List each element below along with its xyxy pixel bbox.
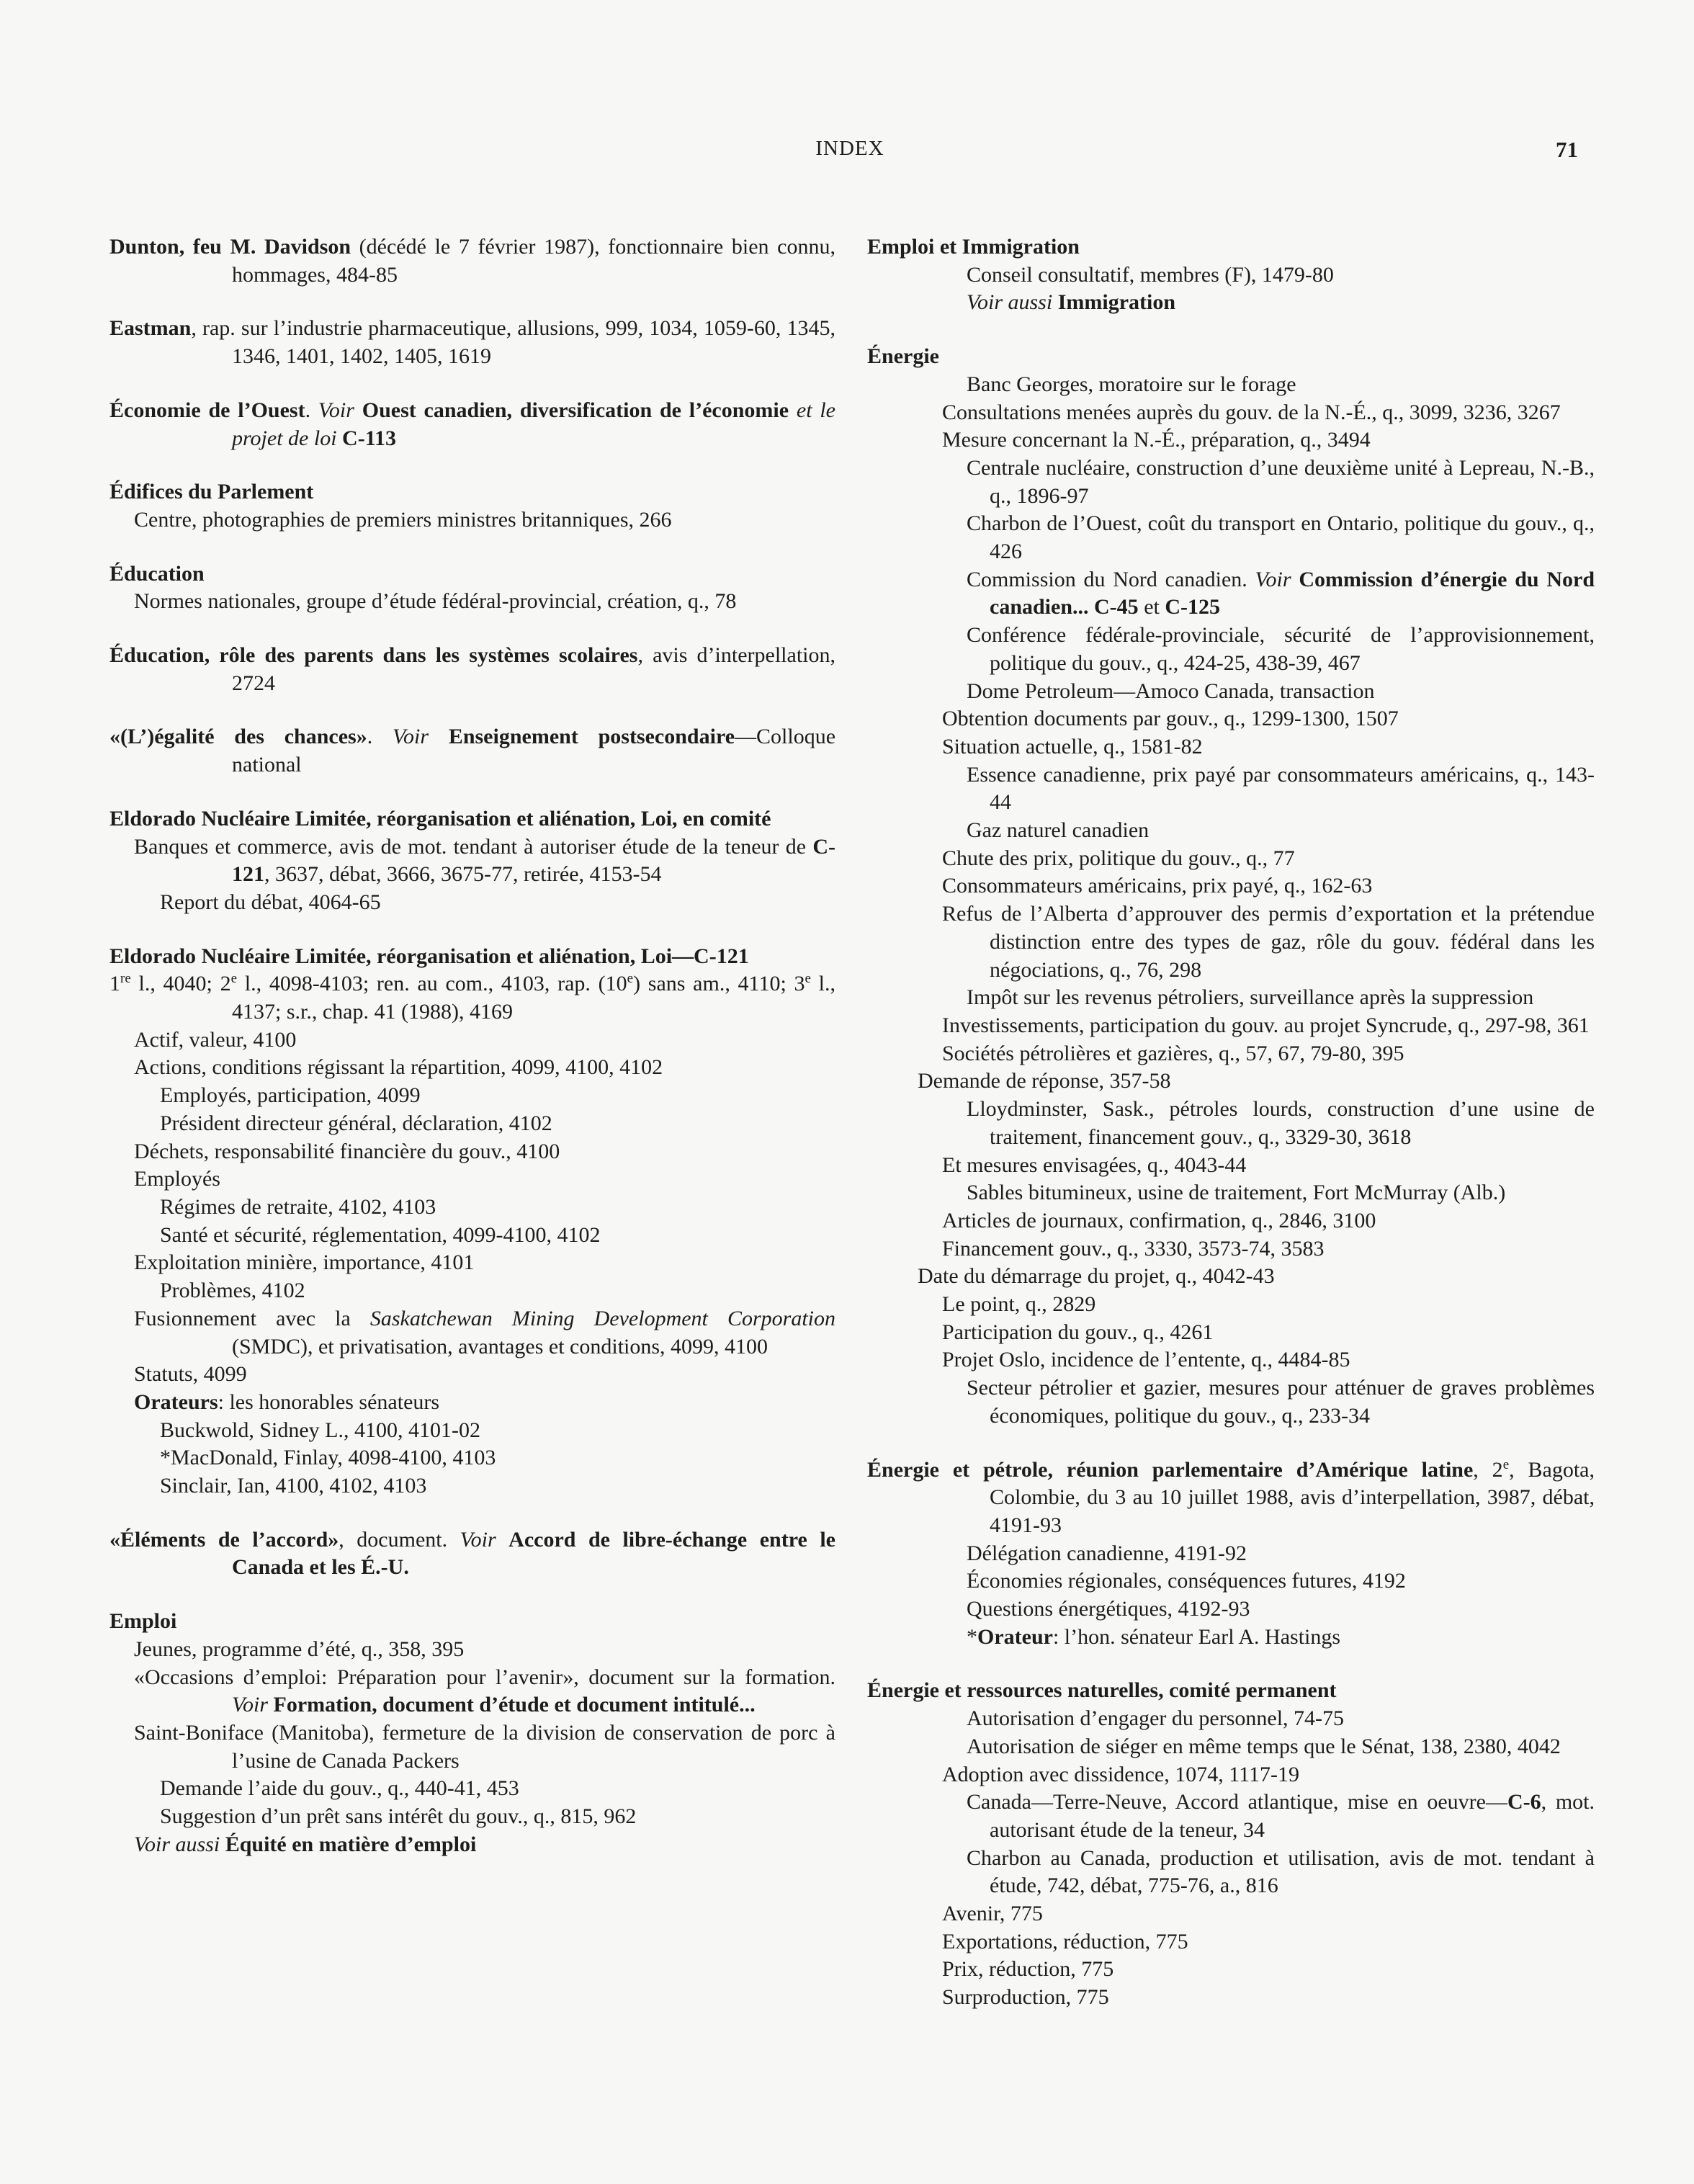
- text-run: [1052, 290, 1058, 314]
- index-subentry: [109, 1803, 835, 1831]
- text-run: Président directeur général, déclaration, 4102: [160, 1111, 552, 1135]
- index-subentry: [867, 566, 1595, 622]
- index-entry: [109, 1608, 835, 1858]
- text-run: Exploitation minière, importance, 4101: [134, 1250, 475, 1275]
- index-subentry: [867, 1900, 1595, 1928]
- text-run: Employés: [134, 1167, 220, 1191]
- text-run: Et mesures envisagées, q., 4043-44: [942, 1153, 1247, 1177]
- index-subentry: [867, 1540, 1595, 1568]
- text-run: Projet Oslo, incidence de l’entente, q., 4484-85: [942, 1348, 1350, 1372]
- index-entry-heading: [109, 560, 835, 588]
- text-run: Investissements, participation du gouv. au projet Syncrude, q., 297-98, 361: [942, 1013, 1590, 1037]
- index-entry: [867, 343, 1595, 1430]
- text-run: , 2: [1473, 1457, 1503, 1482]
- text-run: [354, 398, 362, 422]
- text-run: Avenir, 775: [942, 1902, 1043, 1926]
- text-run: Obtention documents par gouv., q., 1299-1300, 1507: [942, 707, 1399, 731]
- text-run: re: [120, 971, 131, 987]
- index-subentry: [867, 1152, 1595, 1180]
- index-subentry: [867, 845, 1595, 873]
- text-run: Voir aussi: [134, 1832, 220, 1856]
- index-subentry: [867, 622, 1595, 677]
- text-run: C-121: [232, 834, 835, 887]
- text-run: Éducation: [109, 561, 205, 586]
- text-run: Ouest canadien, diversification de l’économie: [362, 398, 789, 422]
- text-run: Gaz naturel canadien: [967, 818, 1150, 843]
- index-entry: [109, 397, 835, 452]
- index-subentry: [867, 1567, 1595, 1596]
- index-entry-heading: [109, 805, 835, 833]
- index-subentry: [867, 817, 1595, 845]
- text-run: Voir: [460, 1527, 496, 1552]
- text-run: [496, 1528, 509, 1552]
- text-run: Éducation, rôle des parents dans les systèmes scolaires: [109, 643, 638, 668]
- index-entry-heading: [109, 233, 835, 289]
- text-run: Saint-Boniface (Manitoba), fermeture de la division de conservation de porc à l’usine de Canada Packers: [134, 1720, 835, 1773]
- text-run: Fusionnement avec la: [134, 1306, 370, 1330]
- index-subentry: [109, 1389, 835, 1417]
- index-subentry: [109, 1249, 835, 1277]
- index-subentry: [867, 426, 1595, 455]
- index-entry: [109, 478, 835, 534]
- text-run: Emploi: [109, 1609, 177, 1634]
- index-entry-heading: [109, 943, 835, 971]
- index-subentry: [109, 1831, 835, 1859]
- text-run: Conseil consultatif, membres (F), 1479-80: [967, 262, 1334, 287]
- index-subentry: [867, 1012, 1595, 1040]
- index-subentry: [109, 1194, 835, 1222]
- index-entry-heading: [109, 642, 835, 697]
- text-run: Suggestion d’un prêt sans intérêt du gouv., q., 815, 962: [160, 1804, 637, 1829]
- text-run: l., 4098-4103; ren. au com., 4103, rap. (10: [237, 972, 627, 996]
- text-run: Banc Georges, moratoire sur le forage: [967, 372, 1296, 396]
- index-subentry: [867, 1319, 1595, 1347]
- text-run: Financement gouv., q., 3330, 3573-74, 3583: [942, 1236, 1325, 1261]
- index-subentry: [867, 1291, 1595, 1319]
- index-subentry: [867, 1733, 1595, 1761]
- text-run: Eastman: [109, 316, 192, 341]
- index-subentry: [109, 1444, 835, 1472]
- index-entry: [109, 1526, 835, 1582]
- text-run: , rap. sur l’industrie pharmaceutique, allusions, 999, 1034, 1059-60, 1345, 1346, 1401, 1402, 1405, 1619: [191, 316, 835, 369]
- text-run: Énergie et pétrole, réunion parlementaire d’Amérique latine: [867, 1457, 1474, 1482]
- index-subentry: [867, 1845, 1595, 1900]
- index-entry: [867, 233, 1595, 317]
- index-subentry: [109, 1165, 835, 1194]
- index-subentry: [867, 761, 1595, 817]
- text-run: , document.: [339, 1527, 460, 1552]
- index-subentry: [867, 1374, 1595, 1430]
- text-run: Charbon au Canada, production et utilisation, avis de mot. tendant à étude, 742, débat, 775-76, a., 816: [967, 1845, 1595, 1898]
- text-run: Questions énergétiques, 4192-93: [967, 1597, 1250, 1621]
- text-run: Autorisation d’engager du personnel, 74-75: [967, 1706, 1345, 1731]
- text-run: Normes nationales, groupe d’étude fédéral-provincial, création, q., 78: [134, 589, 737, 614]
- index-subentry: [109, 1305, 835, 1361]
- text-run: Mesure concernant la N.-É., préparation, q., 3494: [942, 428, 1371, 452]
- text-run: Consommateurs américains, prix payé, q., 162-63: [942, 874, 1373, 898]
- index-subentry: [109, 1138, 835, 1166]
- index-subentry: [867, 1207, 1595, 1235]
- text-run: Banques et commerce, avis de mot. tendant à autoriser étude de la teneur de: [134, 834, 813, 859]
- text-run: e: [1502, 1456, 1510, 1472]
- index-subentry: [109, 1472, 835, 1500]
- text-run: «(L’)égalité des chances»: [109, 725, 367, 749]
- text-run: [337, 426, 343, 450]
- index-entry-heading: [867, 233, 1595, 261]
- index-entry-heading: [867, 1677, 1595, 1705]
- index-entry-heading: [867, 1456, 1595, 1540]
- index-entry: [109, 723, 835, 779]
- index-subentry: [109, 1277, 835, 1305]
- index-entry: [109, 315, 835, 370]
- text-run: ) sans am., 4110; 3: [633, 972, 805, 996]
- text-run: Date du démarrage du projet, q., 4042-43: [918, 1264, 1275, 1289]
- index-subentry: [867, 1040, 1595, 1068]
- index-subentry: [867, 900, 1595, 984]
- text-run: Voir: [1255, 567, 1291, 591]
- text-run: , mot. autorisant étude de la teneur, 34: [990, 1790, 1595, 1842]
- index-entry: [109, 560, 835, 616]
- text-run: Statuts, 4099: [134, 1362, 247, 1387]
- text-run: Voir: [318, 398, 354, 422]
- text-run: Centrale nucléaire, construction d’une deuxième unité à Lepreau, N.-B., q., 1896-97: [967, 455, 1595, 508]
- index-subentry: [867, 1263, 1595, 1291]
- index-subentry: [867, 261, 1595, 290]
- text-run: Autorisation de siéger en même temps que le Sénat, 138, 2380, 4042: [967, 1734, 1561, 1758]
- index-subentry: [867, 1346, 1595, 1374]
- index-entry-heading: [867, 343, 1595, 371]
- text-run: Édifices du Parlement: [109, 480, 314, 504]
- index-subentry: [867, 455, 1595, 510]
- text-run: [789, 398, 797, 422]
- text-run: 1: [109, 972, 120, 996]
- index-entry-heading: [109, 397, 835, 452]
- index-entry: [109, 805, 835, 917]
- text-run: Actions, conditions régissant la répartition, 4099, 4100, 4102: [134, 1055, 663, 1080]
- text-run: .: [305, 398, 318, 422]
- text-run: Lloydminster, Sask., pétroles lourds, construction d’une usine de traitement, financement gouv., q., 3329-30, 3618: [967, 1097, 1595, 1149]
- text-run: Charbon de l’Ouest, coût du transport en Ontario, politique du gouv., q., 426: [967, 511, 1595, 564]
- index-entry: [109, 233, 835, 289]
- text-run: Sinclair, Ian, 4100, 4102, 4103: [160, 1474, 427, 1498]
- text-run: Économies régionales, conséquences futures, 4192: [967, 1569, 1406, 1593]
- index-subentry: [109, 588, 835, 616]
- text-run: [220, 1832, 225, 1856]
- text-run: Formation, document d’étude et document intitulé...: [273, 1693, 756, 1717]
- running-header-title: INDEX: [815, 137, 884, 160]
- index-subentry: [109, 1110, 835, 1138]
- index-subentry: [867, 1096, 1595, 1151]
- index-subentry: [867, 1705, 1595, 1733]
- text-run: Voir aussi: [967, 290, 1053, 315]
- index-subentry: [109, 1082, 835, 1110]
- text-run: Articles de journaux, confirmation, q., 2846, 3100: [942, 1208, 1376, 1232]
- text-run: Sables bitumineux, usine de traitement, Fort McMurray (Alb.): [967, 1181, 1506, 1205]
- index-entry-heading: [109, 723, 835, 779]
- index-entry-heading: [109, 478, 835, 506]
- text-run: Énergie: [867, 344, 939, 369]
- text-run: Impôt sur les revenus pétroliers, surveillance après la suppression: [967, 985, 1534, 1010]
- index-subentry: [109, 833, 835, 889]
- text-run: e: [230, 971, 238, 987]
- index-column-left: [109, 233, 835, 1884]
- text-run: Actif, valeur, 4100: [134, 1027, 297, 1052]
- text-run: «Occasions d’emploi: Préparation pour l’avenir», document sur la formation.: [134, 1665, 835, 1689]
- index-subentry: [867, 872, 1595, 900]
- text-run: Déchets, responsabilité financière du gouv., 4100: [134, 1139, 560, 1163]
- text-run: (décédé le 7 février 1987), fonctionnaire bien connu, hommages, 484-85: [232, 235, 835, 287]
- text-run: l., 4137; s.r., chap. 41 (1988), 4169: [232, 972, 835, 1024]
- index-subentry: [109, 1417, 835, 1445]
- index-entry-heading: [109, 1608, 835, 1636]
- index-subentry: [867, 1789, 1595, 1844]
- text-run: Emploi et Immigration: [867, 235, 1080, 259]
- text-run: *: [967, 1624, 977, 1649]
- text-run: Orateurs: [134, 1389, 218, 1414]
- index-entry: [109, 943, 835, 1500]
- index-entry: [867, 1677, 1595, 2011]
- text-run: Commission d’énergie du Nord canadien... C-45: [990, 567, 1595, 619]
- text-run: Eldorado Nucléaire Limitée, réorganisation et aliénation, Loi—C-121: [109, 944, 749, 968]
- text-run: C-6: [1507, 1790, 1541, 1814]
- index-entry-heading: [109, 1526, 835, 1582]
- text-run: Consultations menées auprès du gouv. de la N.-É., q., 3099, 3236, 3267: [942, 400, 1561, 424]
- text-run: Prix, réduction, 775: [942, 1957, 1114, 1982]
- text-run: l., 4040; 2: [130, 972, 231, 996]
- text-run: Demande de réponse, 357-58: [918, 1069, 1171, 1093]
- text-run: Secteur pétrolier et gazier, mesures pour atténuer de graves problèmes économiques, politique du gouv., q., 233-34: [967, 1376, 1595, 1428]
- index-subentry: [867, 510, 1595, 565]
- text-run: Employés, participation, 4099: [160, 1083, 421, 1108]
- index-subentry: [109, 1026, 835, 1055]
- index-subentry: [109, 1719, 835, 1775]
- index-entry: [867, 1456, 1595, 1652]
- text-run: Immigration: [1057, 290, 1176, 315]
- text-run: (SMDC), et privatisation, avantages et conditions, 4099, 4100: [232, 1334, 768, 1359]
- index-subentry: [109, 889, 835, 917]
- text-run: Voir: [393, 725, 429, 749]
- index-entry: [109, 642, 835, 697]
- text-run: Exportations, réduction, 775: [942, 1929, 1188, 1953]
- text-run: Buckwold, Sidney L., 4100, 4101-02: [160, 1418, 480, 1442]
- index-subentry: [109, 506, 835, 534]
- text-run: , avis d’interpellation, 2724: [232, 643, 835, 695]
- text-run: Demande l’aide du gouv., q., 440-41, 453: [160, 1776, 519, 1801]
- text-run: Problèmes, 4102: [160, 1279, 305, 1303]
- text-run: Refus de l’Alberta d’approuver des permis d’exportation et la prétendue distinction entre des types de gaz, rôle du gouv. fédéral dans les négociations, q., 76, 298: [942, 902, 1595, 982]
- index-subentry: [109, 1664, 835, 1719]
- text-run: Équité en matière d’emploi: [225, 1832, 477, 1856]
- index-subentry: [867, 1179, 1595, 1207]
- text-run: e: [805, 971, 811, 987]
- text-run: Adoption avec dissidence, 1074, 1117-19: [942, 1762, 1300, 1786]
- index-subentry: [109, 1775, 835, 1803]
- text-run: Eldorado Nucléaire Limitée, réorganisation et aliénation, Loi, en comité: [109, 806, 771, 831]
- text-run: Sociétés pétrolières et gazières, q., 57, 67, 79-80, 395: [942, 1041, 1404, 1065]
- index-subentry: [867, 1235, 1595, 1263]
- text-run: , Bagota, Colombie, du 3 au 10 juillet 1988, avis d’interpellation, 3987, débat, 4191-93: [990, 1457, 1595, 1537]
- index-subentry: [109, 970, 835, 1026]
- text-run: «Éléments de l’accord»: [109, 1527, 339, 1552]
- index-subentry: [867, 733, 1595, 761]
- text-run: Le point, q., 2829: [942, 1292, 1096, 1317]
- index-subentry: [867, 1624, 1595, 1652]
- text-run: Participation du gouv., q., 4261: [942, 1320, 1214, 1344]
- index-subentry: [867, 984, 1595, 1012]
- index-subentry: [867, 1596, 1595, 1624]
- text-run: Régimes de retraite, 4102, 4103: [160, 1194, 436, 1219]
- index-column-right: [867, 233, 1595, 2038]
- page-number: 71: [1556, 137, 1578, 162]
- text-run: C-113: [342, 426, 397, 450]
- text-run: Dome Petroleum—Amoco Canada, transaction: [967, 679, 1375, 703]
- text-run: Saskatchewan Mining Development Corporation: [369, 1306, 836, 1330]
- index-subentry: [109, 1636, 835, 1664]
- text-run: —Colloque national: [232, 725, 836, 777]
- text-run: et: [1138, 595, 1165, 619]
- index-subentry: [867, 1984, 1595, 2012]
- text-run: Chute des prix, politique du gouv., q., 77: [942, 846, 1295, 870]
- index-subentry: [867, 1761, 1595, 1789]
- text-run: Report du débat, 4064-65: [160, 890, 381, 914]
- index-subentry: [867, 1956, 1595, 1984]
- text-run: .: [367, 725, 393, 749]
- text-run: : l’hon. sénateur Earl A. Hastings: [1052, 1624, 1341, 1649]
- text-run: [429, 725, 449, 748]
- text-run: , 3637, débat, 3666, 3675-77, retirée, 4153-54: [264, 862, 662, 887]
- index-subentry: [867, 289, 1595, 317]
- index-subentry: [867, 678, 1595, 706]
- text-run: Énergie et ressources naturelles, comité permanent: [867, 1678, 1337, 1703]
- text-run: et le projet de loi: [232, 398, 835, 450]
- text-run: Santé et sécurité, réglementation, 4099-4100, 4102: [160, 1222, 601, 1247]
- index-subentry: [867, 1928, 1595, 1956]
- index-subentry: [109, 1361, 835, 1389]
- text-run: e: [627, 971, 634, 987]
- index-subentry: [109, 1054, 835, 1082]
- text-run: [268, 1693, 274, 1717]
- index-subentry: [109, 1222, 835, 1250]
- text-run: : les honorables sénateurs: [218, 1389, 440, 1414]
- text-run: *MacDonald, Finlay, 4098-4100, 4103: [160, 1446, 496, 1470]
- text-run: Centre, photographies de premiers ministres britanniques, 266: [134, 507, 672, 532]
- text-run: Canada—Terre-Neuve, Accord atlantique, mise en oeuvre—: [967, 1790, 1507, 1814]
- text-run: C-125: [1165, 595, 1220, 619]
- index-subentry: [867, 371, 1595, 399]
- text-run: Jeunes, programme d’été, q., 358, 395: [134, 1637, 465, 1661]
- text-run: [1291, 568, 1299, 591]
- text-run: Accord de libre-échange entre le Canada et les É.-U.: [232, 1527, 835, 1580]
- text-run: Économie de l’Ouest: [109, 398, 305, 422]
- text-run: Commission du Nord canadien.: [967, 567, 1255, 591]
- index-subentry: [867, 399, 1595, 427]
- index-entry-heading: [109, 315, 835, 370]
- index-subentry: [867, 1068, 1595, 1096]
- text-run: Délégation canadienne, 4191-92: [967, 1541, 1247, 1565]
- text-run: Essence canadienne, prix payé par consommateurs américains, q., 143-44: [967, 762, 1595, 815]
- text-run: Conférence fédérale-provinciale, sécurité de l’approvisionnement, politique du gouv., q., 424-25, 438-39, 467: [967, 623, 1595, 675]
- text-run: Situation actuelle, q., 1581-82: [942, 734, 1203, 758]
- text-run: Enseignement postsecondaire: [448, 725, 735, 749]
- text-run: Orateur: [977, 1624, 1053, 1649]
- text-run: Voir: [232, 1693, 269, 1717]
- text-run: Surproduction, 775: [942, 1985, 1109, 2010]
- text-run: Dunton, feu M. Davidson: [109, 235, 351, 259]
- index-subentry: [867, 705, 1595, 733]
